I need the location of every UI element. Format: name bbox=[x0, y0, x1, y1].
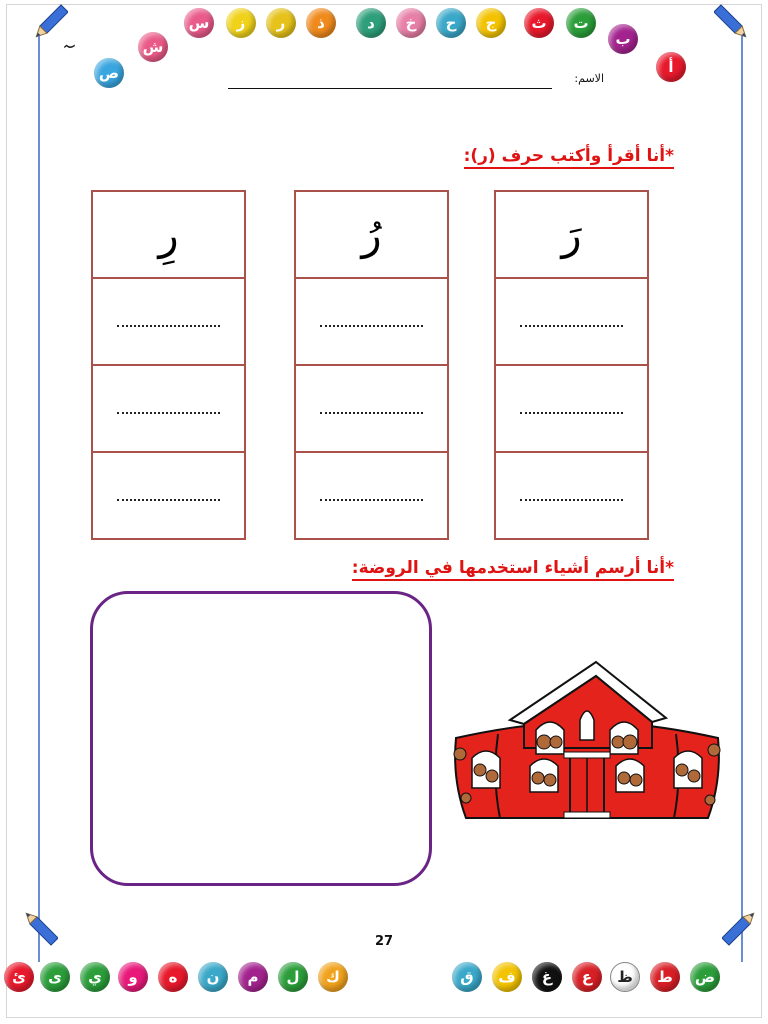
alphabet-letter-ball: ت bbox=[566, 8, 596, 38]
alphabet-letter-ball: و bbox=[118, 962, 148, 992]
alphabet-letter-ball: د bbox=[356, 8, 386, 38]
writing-cell[interactable] bbox=[496, 453, 647, 540]
letter-column bbox=[494, 190, 649, 540]
name-field[interactable] bbox=[228, 72, 604, 92]
alphabet-letter-ball: ب bbox=[608, 24, 638, 54]
writing-cell[interactable] bbox=[296, 279, 447, 366]
writing-cell[interactable] bbox=[496, 366, 647, 453]
alphabet-letter-ball: ص bbox=[94, 58, 124, 88]
section-heading-read-write: *أنا أقرأ وأكتب حرف (ر): bbox=[464, 146, 674, 169]
dotted-line bbox=[117, 499, 220, 501]
dotted-line bbox=[520, 499, 623, 501]
alphabet-letter-ball: م bbox=[238, 962, 268, 992]
letter-column bbox=[91, 190, 246, 540]
writing-cell[interactable] bbox=[296, 366, 447, 453]
letter-cell: رُ bbox=[296, 192, 447, 279]
pencil-icon bbox=[30, 4, 68, 44]
alphabet-letter-ball: ل bbox=[278, 962, 308, 992]
alphabet-letter-ball: ى bbox=[40, 962, 70, 992]
alphabet-letter-ball: ط bbox=[650, 962, 680, 992]
pencil-icon bbox=[20, 906, 58, 946]
alphabet-letter-ball: ف bbox=[492, 962, 522, 992]
writing-cell[interactable] bbox=[496, 279, 647, 366]
alphabet-letter-ball: ن bbox=[198, 962, 228, 992]
writing-cell[interactable] bbox=[93, 279, 244, 366]
dotted-line bbox=[117, 325, 220, 327]
alphabet-letter-ball: ز bbox=[226, 8, 256, 38]
left-border-line bbox=[38, 30, 40, 962]
alphabet-letter-ball: ه bbox=[158, 962, 188, 992]
alphabet-letter-ball: ق bbox=[452, 962, 482, 992]
name-label: الاسم: bbox=[574, 72, 604, 85]
letter-cell: رَ bbox=[496, 192, 647, 279]
writing-cell[interactable] bbox=[296, 453, 447, 540]
pencil-icon bbox=[722, 906, 760, 946]
dotted-line bbox=[320, 499, 423, 501]
right-border-line bbox=[741, 30, 743, 962]
section-heading-draw: *أنا أرسم أشياء استخدمها في الروضة: bbox=[352, 558, 674, 581]
alphabet-letter-ball: ظ bbox=[610, 962, 640, 992]
school-house-illustration bbox=[446, 658, 728, 828]
alphabet-letter-ball: ر bbox=[266, 8, 296, 38]
alphabet-letter-ball: خ bbox=[396, 8, 426, 38]
page-number: 27 bbox=[374, 934, 394, 949]
dotted-line bbox=[117, 412, 220, 414]
alphabet-letter-ball: ح bbox=[436, 8, 466, 38]
pencil-icon bbox=[714, 4, 752, 44]
alphabet-letter-ball: ث bbox=[524, 8, 554, 38]
alphabet-letter-ball: ك bbox=[318, 962, 348, 992]
alphabet-letter-ball: أ bbox=[656, 52, 686, 82]
alphabet-letter-ball: ج bbox=[476, 8, 506, 38]
name-writing-line[interactable] bbox=[228, 88, 552, 89]
alphabet-letter-ball: غ bbox=[532, 962, 562, 992]
alphabet-letter-ball: ئ bbox=[4, 962, 34, 992]
alphabet-letter-ball: ش bbox=[138, 32, 168, 62]
alphabet-letter-ball: ض bbox=[690, 962, 720, 992]
drawing-area[interactable] bbox=[90, 591, 432, 886]
writing-cell[interactable] bbox=[93, 366, 244, 453]
letter-cell: رِ bbox=[93, 192, 244, 279]
writing-cell[interactable] bbox=[93, 453, 244, 540]
dotted-line bbox=[520, 412, 623, 414]
alphabet-letter-ball: ذ bbox=[306, 8, 336, 38]
alphabet-letter-ball: ع bbox=[572, 962, 602, 992]
dotted-line bbox=[320, 325, 423, 327]
dotted-line bbox=[320, 412, 423, 414]
letter-column bbox=[294, 190, 449, 540]
alphabet-letter-ball: س bbox=[184, 8, 214, 38]
dotted-line bbox=[520, 325, 623, 327]
alphabet-letter-ball: ي bbox=[80, 962, 110, 992]
